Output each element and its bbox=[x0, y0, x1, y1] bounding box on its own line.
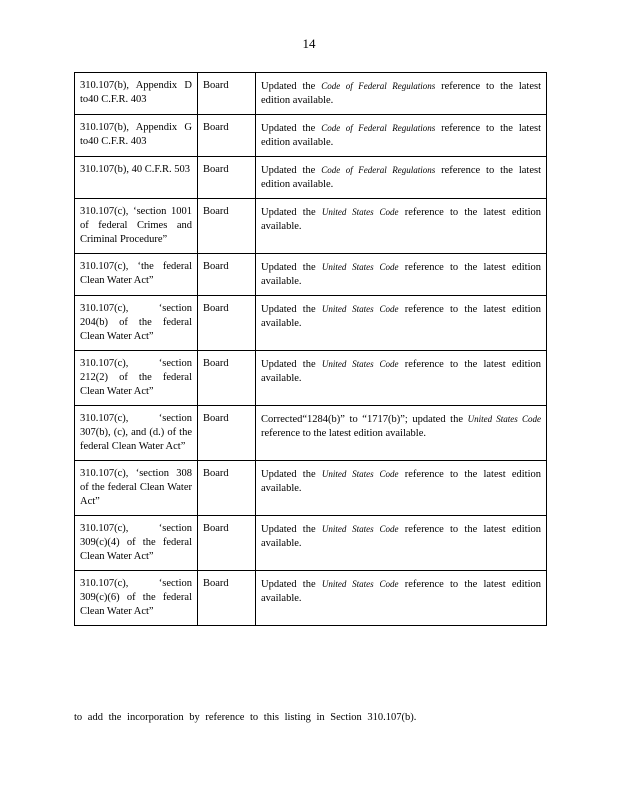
change-text-prefix: Updated the bbox=[261, 579, 322, 590]
change-cell bbox=[256, 461, 547, 516]
table-row bbox=[75, 406, 547, 461]
change-text-suffix: reference to the latest edition available. bbox=[261, 359, 541, 384]
change-text-citation: United States Code bbox=[321, 469, 399, 479]
agency-cell: Board bbox=[198, 254, 256, 296]
change-text-suffix: reference to the latest edition available. bbox=[261, 524, 541, 549]
table-row bbox=[75, 516, 547, 571]
change-text-citation: Code of Federal Regulations bbox=[321, 81, 436, 91]
change-cell bbox=[256, 571, 547, 626]
amendments-table bbox=[74, 72, 547, 626]
section-cell: 310.107(c), ‘section 204(b) of the federal Clean Water Act” bbox=[75, 296, 198, 351]
change-text-prefix: Updated the bbox=[261, 123, 322, 134]
section-cell: 310.107(b), Appendix D to40 C.F.R. 403 bbox=[75, 73, 198, 115]
agency-cell: Board bbox=[198, 296, 256, 351]
table-row bbox=[75, 199, 547, 254]
table-row bbox=[75, 351, 547, 406]
agency-cell: Board bbox=[198, 351, 256, 406]
change-text-citation: United States Code bbox=[321, 262, 399, 272]
table-row bbox=[75, 254, 547, 296]
change-text-citation: United States Code bbox=[321, 524, 399, 534]
agency-cell: Board bbox=[198, 157, 256, 199]
agency-cell: Board bbox=[198, 571, 256, 626]
change-cell bbox=[256, 351, 547, 406]
agency-cell: Board bbox=[198, 199, 256, 254]
change-cell bbox=[256, 296, 547, 351]
table-row bbox=[75, 157, 547, 199]
agency-cell: Board bbox=[198, 406, 256, 461]
agency-cell: Board bbox=[198, 115, 256, 157]
agency-cell: Board bbox=[198, 516, 256, 571]
change-text-citation: United States Code bbox=[467, 414, 541, 424]
change-text-prefix: Updated the bbox=[261, 165, 322, 176]
change-text-prefix: Updated the bbox=[261, 207, 322, 218]
agency-cell: Board bbox=[198, 73, 256, 115]
change-cell bbox=[256, 157, 547, 199]
change-text-suffix: reference to the latest edition available. bbox=[261, 428, 427, 439]
table-row bbox=[75, 461, 547, 516]
change-text-suffix: reference to the latest edition available. bbox=[261, 207, 541, 232]
change-cell bbox=[256, 199, 547, 254]
table-row bbox=[75, 73, 547, 115]
change-text-citation: Code of Federal Regulations bbox=[321, 165, 436, 175]
footer-paragraph: to add the incorporation by reference to this listing in Section 310.107(b). bbox=[74, 712, 417, 723]
section-cell: 310.107(b), Appendix G to40 C.F.R. 403 bbox=[75, 115, 198, 157]
change-text-suffix: reference to the latest edition available. bbox=[261, 165, 541, 190]
table-row bbox=[75, 115, 547, 157]
change-text-suffix: reference to the latest edition available. bbox=[261, 123, 541, 148]
change-cell bbox=[256, 73, 547, 115]
change-text-suffix: reference to the latest edition available. bbox=[261, 262, 541, 287]
change-text-suffix: reference to the latest edition available. bbox=[261, 469, 541, 494]
table-row bbox=[75, 571, 547, 626]
table-row bbox=[75, 296, 547, 351]
section-cell: 310.107(c), ‘section 212(2) of the federal Clean Water Act” bbox=[75, 351, 198, 406]
change-cell bbox=[256, 254, 547, 296]
change-text-prefix: Updated the bbox=[261, 469, 322, 480]
section-cell: 310.107(b), 40 C.F.R. 503 bbox=[75, 157, 198, 199]
change-text-prefix: Updated the bbox=[261, 359, 322, 370]
change-text-prefix: Updated the bbox=[261, 304, 322, 315]
change-text-citation: United States Code bbox=[321, 579, 399, 589]
change-text-citation: United States Code bbox=[321, 359, 399, 369]
section-cell: 310.107(c), ‘section 1001 of federal Crimes and Criminal Procedure” bbox=[75, 199, 198, 254]
change-cell bbox=[256, 115, 547, 157]
change-text-prefix: Updated the bbox=[261, 81, 322, 92]
page-number: 14 bbox=[302, 36, 316, 51]
change-text-prefix: Corrected“1284(b)” to “1717(b)”; updated the bbox=[261, 414, 468, 425]
change-cell bbox=[256, 516, 547, 571]
change-text-citation: United States Code bbox=[321, 304, 399, 314]
section-cell: 310.107(c), ‘section 309(c)(4) of the federal Clean Water Act” bbox=[75, 516, 198, 571]
section-cell: 310.107(c), ‘section 309(c)(6) of the federal Clean Water Act” bbox=[75, 571, 198, 626]
section-cell: 310.107(c), ‘section 307(b), (c), and (d.) of the federal Clean Water Act” bbox=[75, 406, 198, 461]
amendments-table-body bbox=[75, 73, 547, 626]
change-cell bbox=[256, 406, 547, 461]
section-cell: 310.107(c), ‘the federal Clean Water Act” bbox=[75, 254, 198, 296]
change-text-suffix: reference to the latest edition available. bbox=[261, 304, 541, 329]
change-text-prefix: Updated the bbox=[261, 524, 322, 535]
change-text-suffix: reference to the latest edition available. bbox=[261, 81, 541, 106]
agency-cell: Board bbox=[198, 461, 256, 516]
change-text-suffix: reference to the latest edition available. bbox=[261, 579, 541, 604]
section-cell: 310.107(c), ‘section 308 of the federal Clean Water Act” bbox=[75, 461, 198, 516]
change-text-citation: United States Code bbox=[321, 207, 399, 217]
change-text-prefix: Updated the bbox=[261, 262, 322, 273]
change-text-citation: Code of Federal Regulations bbox=[321, 123, 436, 133]
